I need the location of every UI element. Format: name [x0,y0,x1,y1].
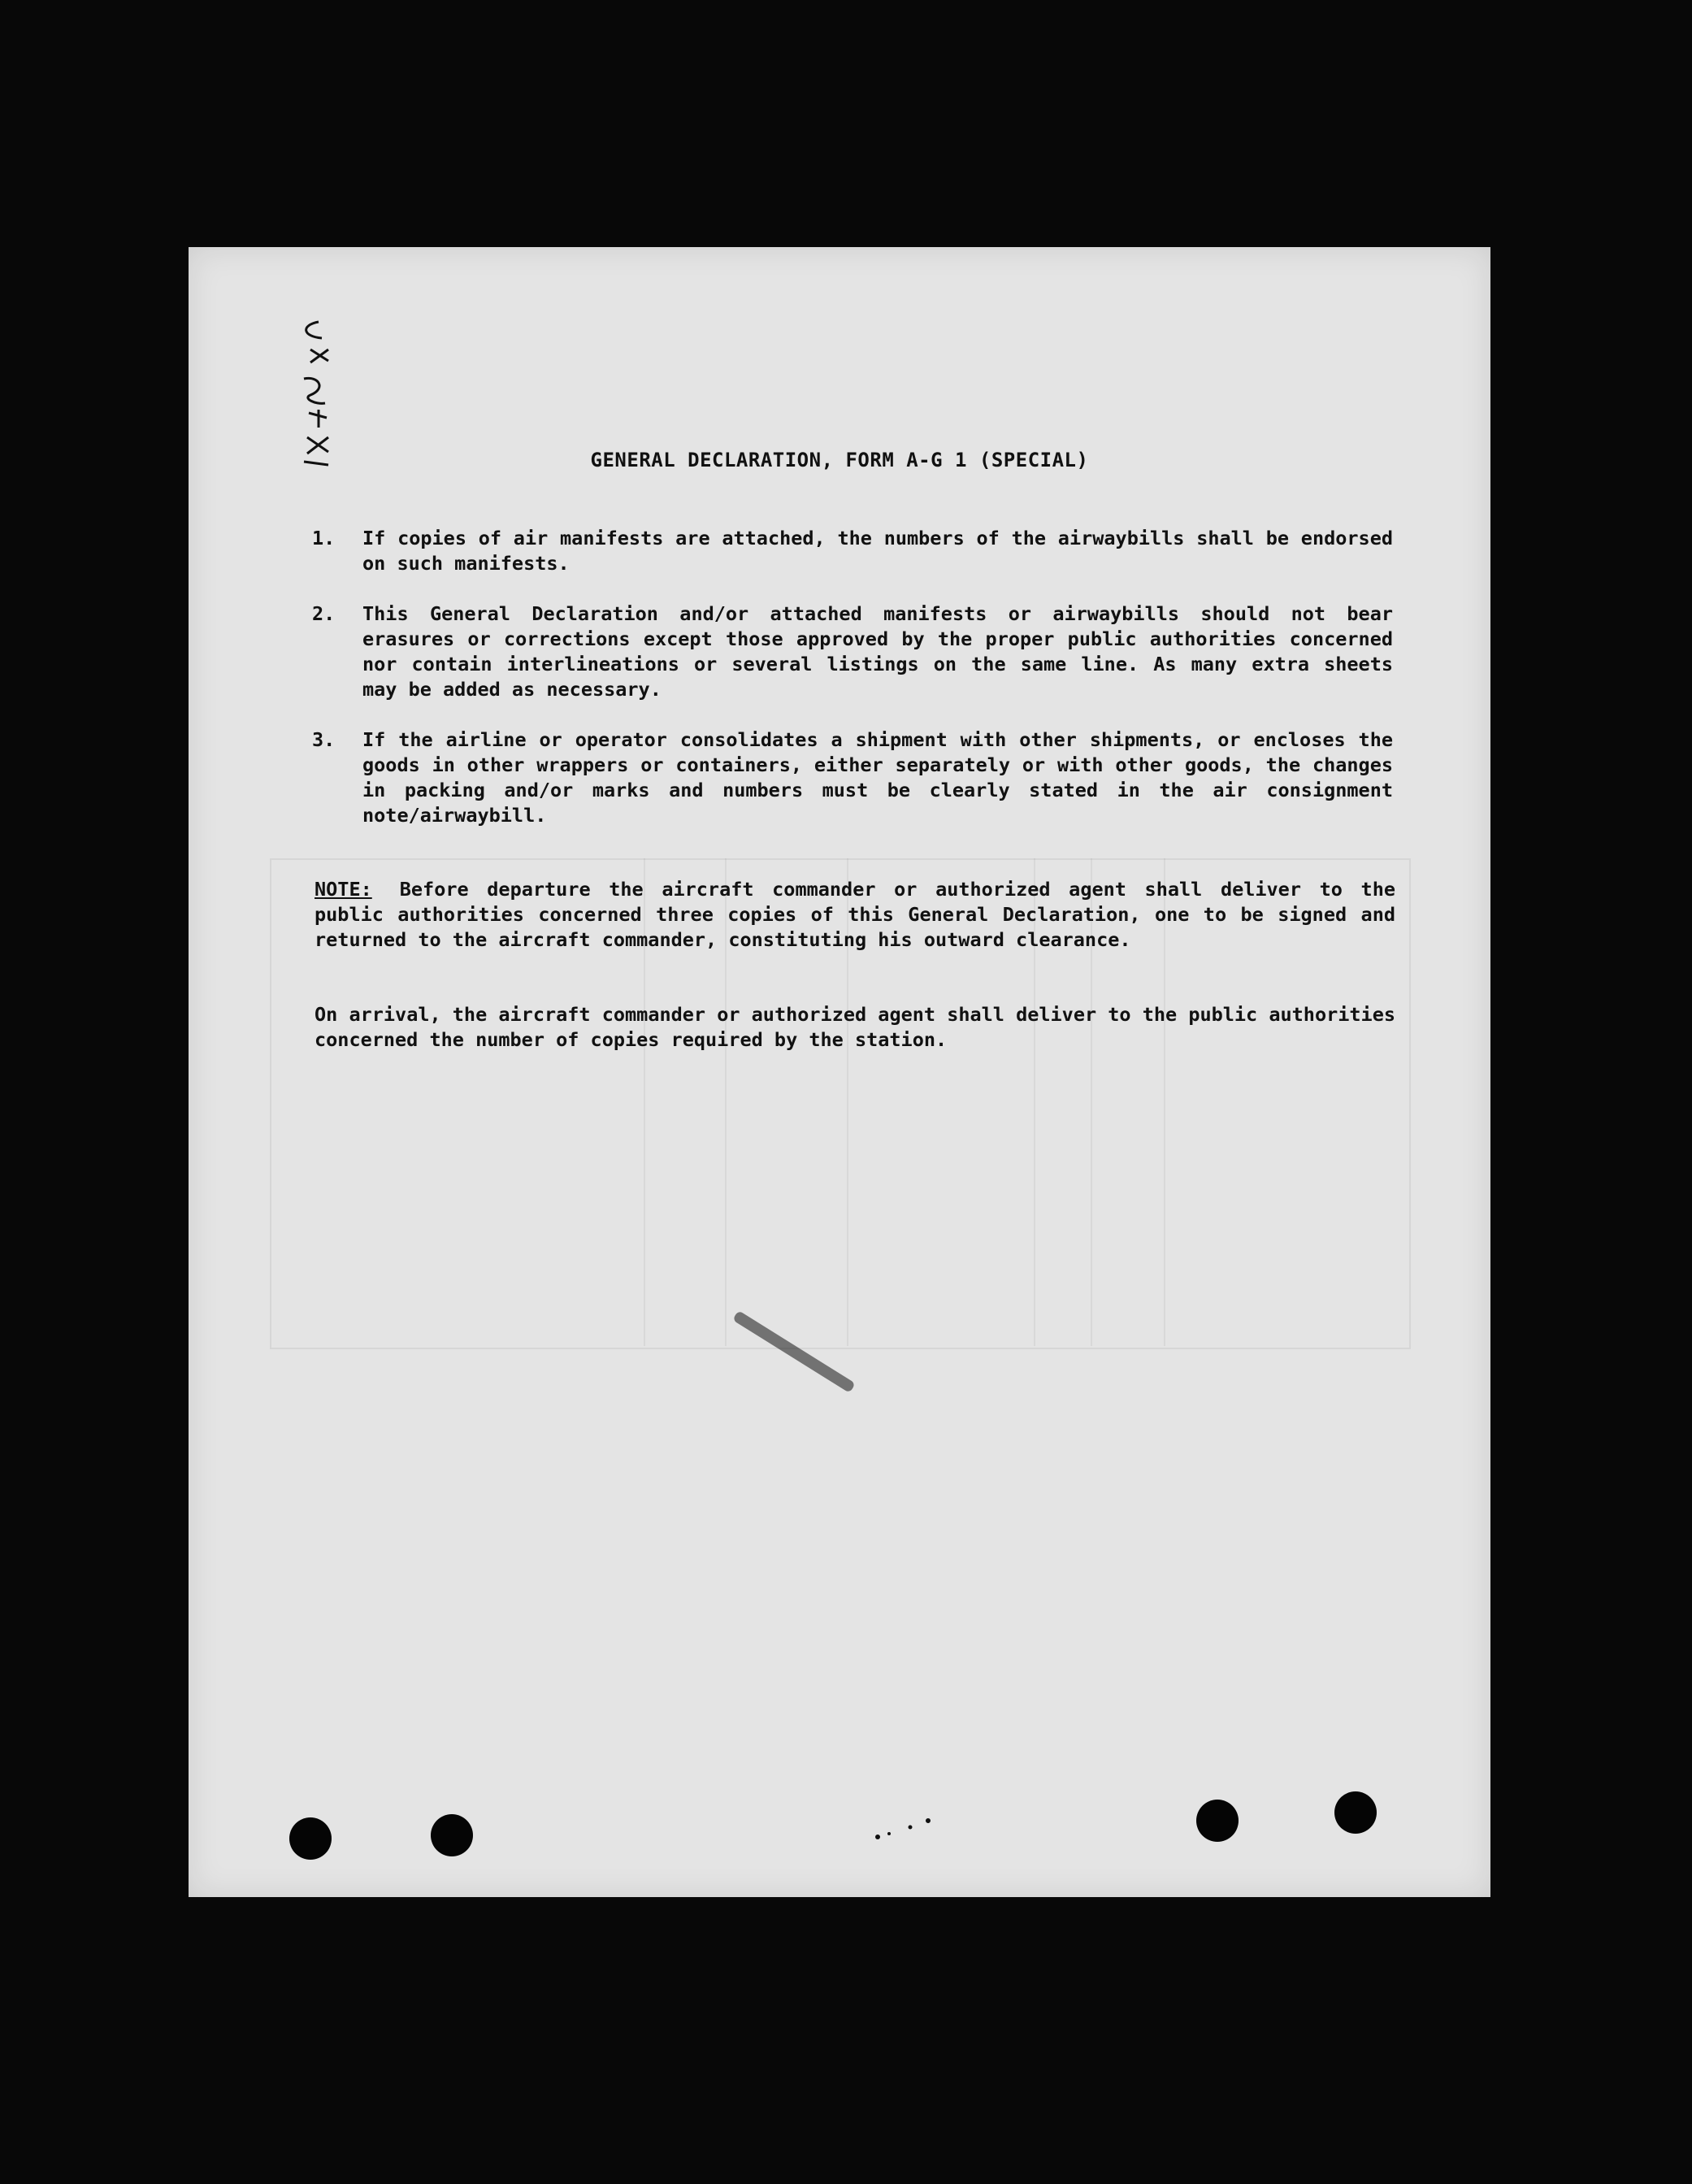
punch-hole [289,1817,332,1860]
item-number: 1. [312,527,336,549]
note-label: NOTE: [315,878,372,901]
ink-specks [871,1816,944,1840]
list-item [312,727,1393,828]
note-paragraph [315,877,1395,953]
note-text: Before departure the aircraft commander or authorized agent shall deliver to the public authorities concerned three copies of this General Declaration, one to be signed and returned to the aircraft commander, constituting his outward clearance. [315,878,1395,951]
item-text: If the airline or operator consolidates a shipment with other shipments, or encloses the goods in other wrappers or containers, either separately or with other goods, the changes in packing and/or marks and numbers must be clearly stated in the air consignment note/airwaybill. [362,728,1393,827]
item-text: This General Declaration and/or attached manifests or airwaybills should not bear erasures or corrections except those approved by the proper public authorities concerned nor contain interlineations or several listings on the same line. As many extra sheets may be added as necessary. [362,602,1393,701]
arrival-paragraph: On arrival, the aircraft commander or authorized agent shall deliver to the public authorities concerned the number of copies required by the station. [315,1003,1395,1051]
punch-hole [1334,1791,1377,1834]
list-item [312,601,1393,702]
item-text: If copies of air manifests are attached, the numbers of the airwaybills shall be endorsed on such manifests. [362,527,1393,575]
list-item [312,526,1393,576]
document-sheet [189,247,1490,1897]
punch-hole [431,1814,473,1856]
punch-hole [1196,1800,1239,1842]
item-number: 2. [312,602,336,625]
page-title: GENERAL DECLARATION, FORM A-G 1 (SPECIAL) [590,449,1089,471]
item-number: 3. [312,728,336,751]
instruction-list [312,526,1393,853]
